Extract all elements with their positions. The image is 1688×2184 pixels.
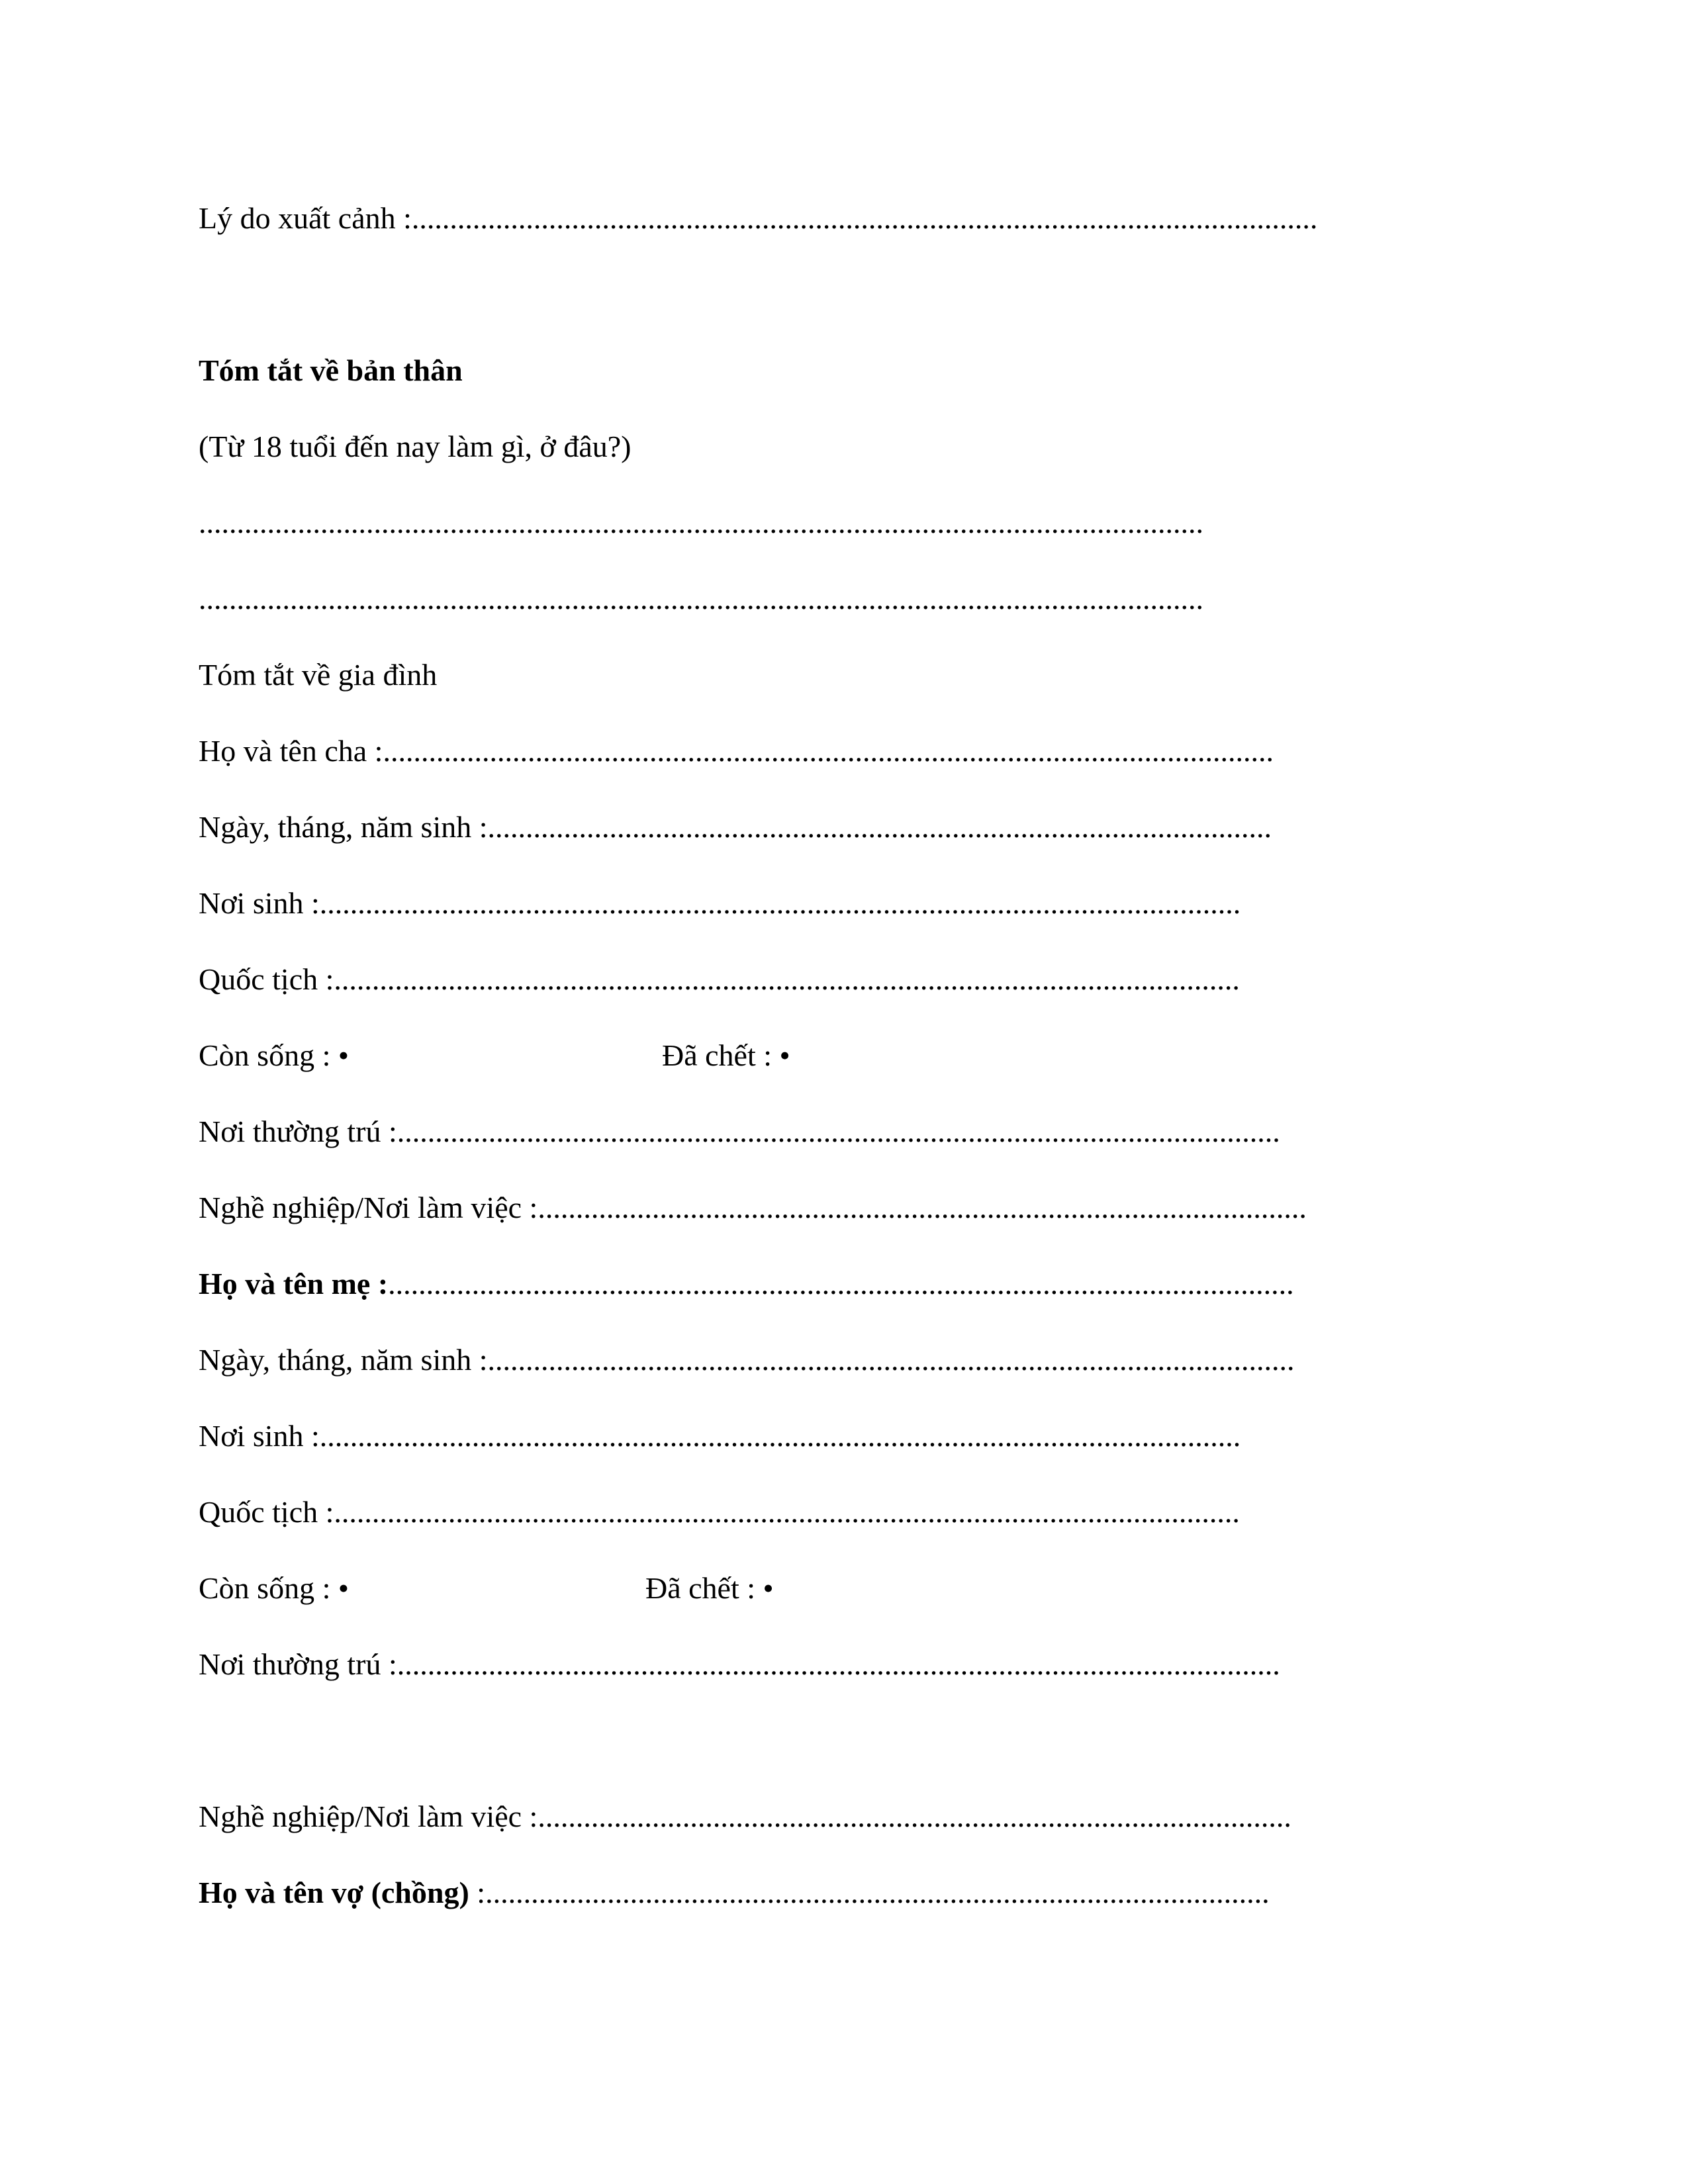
mother-nationality-field xyxy=(199,1492,1240,1532)
mother-birthplace-field xyxy=(199,1416,1241,1456)
mother-dob-fill[interactable]: .......................................................................................................... xyxy=(487,1343,1295,1377)
mother-name-label: Họ và tên mẹ : xyxy=(199,1267,389,1300)
spouse-name-label: Họ và tên vợ (chồng) xyxy=(199,1876,469,1909)
father-residence-field xyxy=(199,1112,1280,1152)
mother-dob-field xyxy=(199,1340,1295,1380)
mother-birthplace-fill[interactable]: ......................................................................................................................... xyxy=(319,1419,1241,1453)
reason-fill[interactable]: ....................................................................................................................... xyxy=(411,201,1318,235)
father-residence-label: Nơi thường trú : xyxy=(199,1115,397,1148)
mother-name-field xyxy=(199,1264,1294,1304)
father-occupation-label: Nghề nghiệp/Nơi làm việc : xyxy=(199,1191,538,1224)
father-dob-label: Ngày, tháng, năm sinh : xyxy=(199,810,488,844)
mother-occupation-fill[interactable]: ................................................................................................... xyxy=(538,1799,1291,1833)
father-birthplace-label: Nơi sinh : xyxy=(199,886,320,920)
self-summary-line-2[interactable]: .................................................................................................................................... xyxy=(199,582,1203,615)
mother-residence-label: Nơi thường trú : xyxy=(199,1647,397,1681)
mother-nationality-fill[interactable]: ....................................................................................................................... xyxy=(334,1495,1240,1529)
father-name-field xyxy=(199,731,1274,771)
mother-alive-option[interactable]: Còn sống : • xyxy=(199,1571,349,1605)
self-summary-subheading: (Từ 18 tuổi đến nay làm gì, ở đâu?) xyxy=(199,430,632,463)
father-dob-fill[interactable]: ....................................................................................................... xyxy=(487,810,1272,844)
father-occupation-fill[interactable]: ..................................................................................................... xyxy=(538,1191,1307,1224)
mother-dob-label: Ngày, tháng, năm sinh : xyxy=(199,1343,488,1377)
spouse-name-separator: : xyxy=(469,1876,486,1909)
reason-field xyxy=(199,199,1317,238)
spouse-name-field xyxy=(199,1873,1270,1913)
mother-name-fill[interactable]: ....................................................................................................................... xyxy=(388,1267,1294,1300)
mother-occupation-label: Nghề nghiệp/Nơi làm việc : xyxy=(199,1799,538,1833)
father-birthplace-field xyxy=(199,884,1241,923)
self-summary-line-1[interactable]: .................................................................................................................................... xyxy=(199,506,1203,539)
mother-dead-option[interactable]: Đã chết : • xyxy=(645,1571,774,1605)
family-summary-heading: Tóm tắt về gia đình xyxy=(199,658,438,692)
father-alive-option[interactable]: Còn sống : • xyxy=(199,1038,349,1072)
father-name-fill[interactable]: ..................................................................................................................... xyxy=(383,734,1274,768)
father-dead-option[interactable]: Đã chết : • xyxy=(662,1038,790,1072)
mother-occupation-field xyxy=(199,1797,1291,1837)
father-birthplace-fill[interactable]: ......................................................................................................................... xyxy=(319,886,1241,920)
father-occupation-field xyxy=(199,1188,1307,1228)
mother-residence-fill[interactable]: .................................................................................................................... xyxy=(397,1647,1280,1681)
reason-label: Lý do xuất cảnh : xyxy=(199,201,412,235)
father-nationality-field xyxy=(199,960,1240,999)
mother-residence-field xyxy=(199,1645,1280,1684)
father-residence-fill[interactable]: .................................................................................................................... xyxy=(397,1115,1280,1148)
father-dob-field xyxy=(199,807,1272,847)
mother-birthplace-label: Nơi sinh : xyxy=(199,1419,320,1453)
spouse-name-fill[interactable]: ....................................................................................................... xyxy=(485,1876,1270,1909)
father-nationality-fill[interactable]: ....................................................................................................................... xyxy=(334,962,1240,996)
father-name-label: Họ và tên cha : xyxy=(199,734,383,768)
mother-nationality-label: Quốc tịch : xyxy=(199,1495,334,1529)
self-summary-heading: Tóm tắt về bản thân xyxy=(199,353,463,387)
father-nationality-label: Quốc tịch : xyxy=(199,962,334,996)
